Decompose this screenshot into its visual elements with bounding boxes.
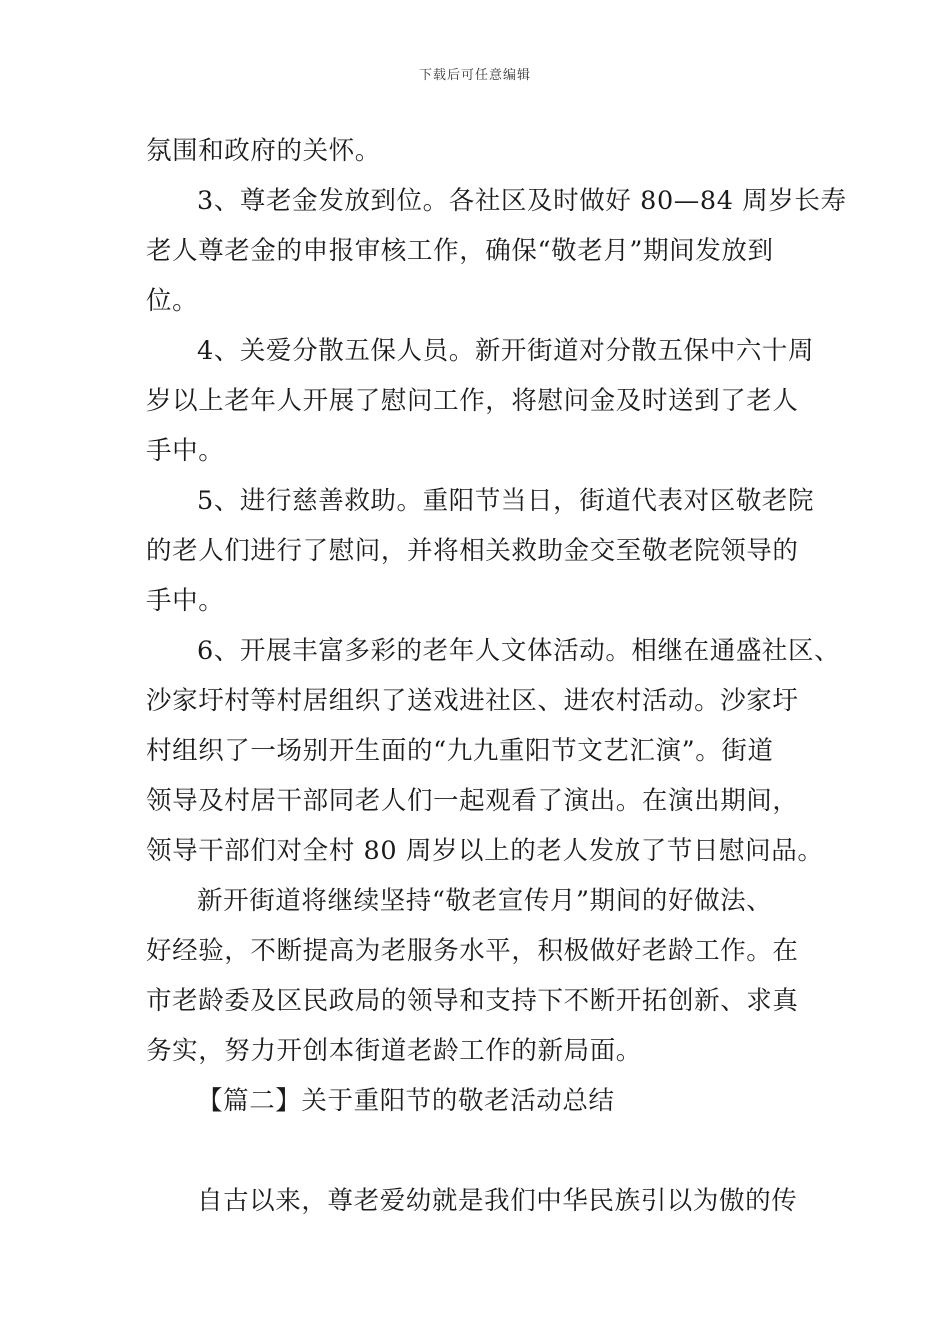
page-header: 下载后可任意编辑 [418, 68, 531, 83]
blank-line [146, 1126, 814, 1176]
text-line: 6、开展丰富多彩的老年人文体活动。相继在通盛社区、 [197, 636, 841, 666]
text-line: 沙家圩村等村居组织了送戏进社区、进农村活动。沙家圩 [146, 686, 799, 716]
document-body [146, 126, 847, 1226]
text-line: 领导干部们对全村 80 周岁以上的老人发放了节日慰问品。 [146, 836, 824, 866]
text-line: 的老人们进行了慰问，并将相关救助金交至敬老院领导的 [146, 536, 799, 566]
text-line: 务实，努力开创本街道老龄工作的新局面。 [146, 1036, 642, 1066]
text-line: 5、进行慈善救助。重阳节当日，街道代表对区敬老院 [197, 486, 815, 516]
text-line: 4、关爱分散五保人员。新开街道对分散五保中六十周 [197, 336, 815, 366]
text-line: 岁以上老年人开展了慰问工作，将慰问金及时送到了老人 [146, 386, 799, 416]
text-line: 老人尊老金的申报审核工作，确保“敬老月”期间发放到 [146, 236, 774, 266]
text-line: 位。 [146, 286, 199, 316]
text-line: 3、尊老金发放到位。各社区及时做好 80—84 周岁长寿 [197, 186, 847, 216]
section-heading: 【篇二】关于重阳节的敬老活动总结 [197, 1086, 615, 1116]
text-line: 村组织了一场别开生面的“九九重阳节文艺汇演”。街道 [146, 736, 774, 766]
text-line: 氛围和政府的关怀。 [146, 136, 381, 166]
text-line: 新开街道将继续坚持“敬老宣传月”期间的好做法、 [197, 886, 773, 916]
text-line: 领导及村居干部同老人们一起观看了演出。在演出期间， [146, 786, 799, 816]
text-line: 手中。 [146, 586, 225, 616]
text-line: 好经验，不断提高为老服务水平，积极做好老龄工作。在 [146, 936, 799, 966]
text-line: 市老龄委及区民政局的领导和支持下不断开拓创新、求真 [146, 986, 799, 1016]
text-line: 手中。 [146, 436, 225, 466]
text-line: 自古以来，尊老爱幼就是我们中华民族引以为傲的传 [197, 1186, 798, 1216]
